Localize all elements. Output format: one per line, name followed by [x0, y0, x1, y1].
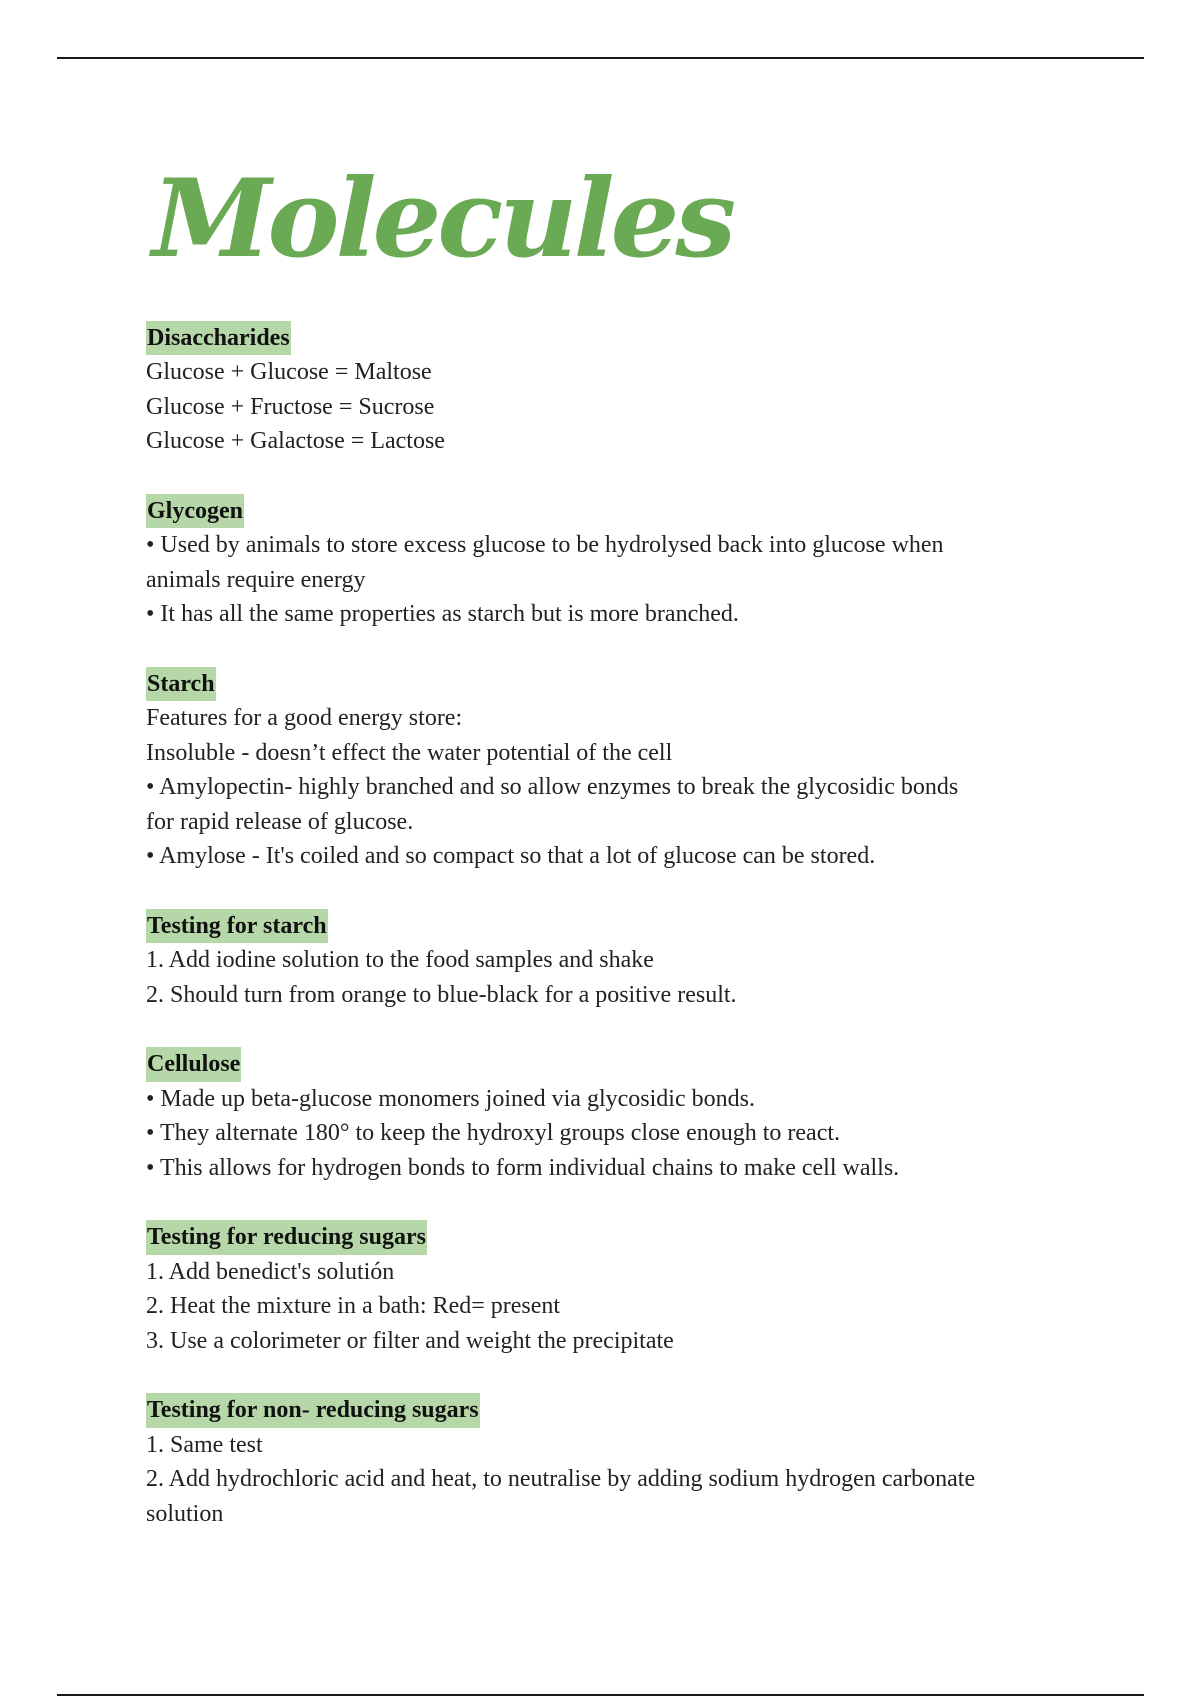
section-heading: Starch	[146, 667, 216, 702]
text-line: 2. Heat the mixture in a bath: Red= present	[146, 1293, 561, 1320]
section-heading: Testing for non- reducing sugars	[146, 1393, 480, 1428]
section-glycogen	[146, 494, 1076, 632]
text-line: Features for a good energy store:	[146, 705, 463, 732]
document-body	[146, 156, 1076, 1566]
section-heading: Testing for starch	[146, 909, 328, 944]
section-testing-for-non-reducing-sugars	[146, 1393, 1076, 1531]
text-line: Insoluble - doesn’t effect the water potential of the cell	[146, 739, 673, 766]
text-line: Glucose + Glucose = Maltose	[146, 359, 432, 386]
text-line: • Amylopectin- highly branched and so allow enzymes to break the glycosidic bonds	[146, 774, 959, 801]
text-line: • Amylose - It's coiled and so compact so that a lot of glucose can be stored.	[146, 843, 876, 870]
text-line: 1. Add benedict's solutión	[146, 1258, 395, 1285]
section-disaccharides	[146, 321, 1076, 459]
page-title: Molecules	[152, 156, 733, 282]
text-line: 2. Should turn from orange to blue-black for a positive result.	[146, 981, 737, 1008]
text-line: • This allows for hydrogen bonds to form individual chains to make cell walls.	[146, 1154, 900, 1181]
text-line: • It has all the same properties as starch but is more branched.	[146, 601, 739, 628]
text-line: Glucose + Fructose = Sucrose	[146, 393, 435, 420]
section-cellulose	[146, 1047, 1076, 1185]
section-testing-for-reducing-sugars	[146, 1220, 1076, 1358]
text-line: • They alternate 180° to keep the hydroxyl groups close enough to react.	[146, 1120, 841, 1147]
text-line: 2. Add hydrochloric acid and heat, to neutralise by adding sodium hydrogen carbonate	[146, 1466, 976, 1493]
section-testing-for-starch	[146, 909, 1076, 1013]
text-line: animals require energy	[146, 566, 366, 593]
section-starch	[146, 667, 1076, 874]
text-line: • Made up beta-glucose monomers joined via glycosidic bonds.	[146, 1085, 755, 1112]
section-heading: Cellulose	[146, 1047, 241, 1082]
text-line: for rapid release of glucose.	[146, 808, 414, 835]
text-line: • Used by animals to store excess glucose to be hydrolysed back into glucose when	[146, 532, 944, 559]
section-heading: Glycogen	[146, 494, 244, 529]
text-line: 1. Add iodine solution to the food samples and shake	[146, 947, 654, 974]
top-rule	[57, 57, 1144, 59]
bottom-rule	[57, 1694, 1144, 1696]
text-line: 3. Use a colorimeter or filter and weight the precipitate	[146, 1327, 674, 1354]
text-line: solution	[146, 1500, 224, 1527]
text-line: Glucose + Galactose = Lactose	[146, 428, 445, 455]
section-heading: Testing for reducing sugars	[146, 1220, 427, 1255]
text-line: 1. Same test	[146, 1431, 263, 1458]
section-heading: Disaccharides	[146, 321, 291, 356]
